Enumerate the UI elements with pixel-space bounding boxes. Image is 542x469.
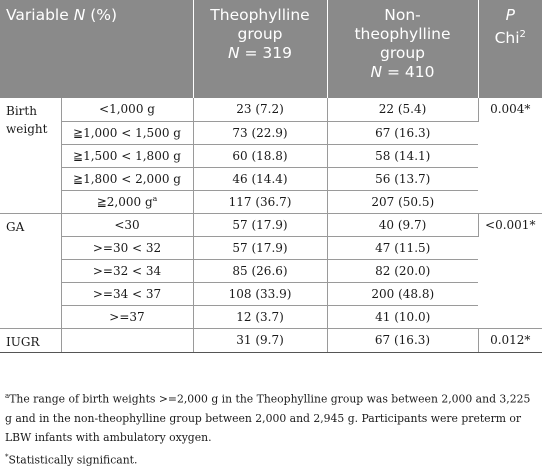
table-row xyxy=(0,144,542,167)
non-theophylline-value: 41 (10.0) xyxy=(327,306,478,329)
row-label: <1,000 g xyxy=(61,98,193,121)
table-row xyxy=(0,260,542,283)
footnote-star: *Statistically significant. xyxy=(5,451,138,467)
row-label: >=30 < 32 xyxy=(61,237,193,260)
table-row xyxy=(0,213,542,236)
theophylline-value: 117 (36.7) xyxy=(193,190,327,213)
theophylline-value: 12 (3.7) xyxy=(193,306,327,329)
non-theophylline-value: 200 (48.8) xyxy=(327,283,478,306)
table-row xyxy=(0,237,542,260)
table-row xyxy=(0,306,542,329)
row-label: ≧1,800 < 2,000 g xyxy=(61,167,193,190)
non-theophylline-value: 207 (50.5) xyxy=(327,190,478,213)
group-label-ga: GA xyxy=(0,213,61,328)
non-theophylline-value: 47 (11.5) xyxy=(327,237,478,260)
theophylline-value: 73 (22.9) xyxy=(193,121,327,144)
header-variable: Variable N (%) xyxy=(0,0,193,98)
theophylline-value: 57 (17.9) xyxy=(193,237,327,260)
p-value-ga: <0.001* xyxy=(478,213,542,328)
row-label xyxy=(61,329,193,352)
theophylline-value: 23 (7.2) xyxy=(193,98,327,121)
table-footnotes xyxy=(5,386,539,469)
non-theophylline-value: 40 (9.7) xyxy=(327,213,478,236)
table-row xyxy=(0,329,542,352)
group-label-iugr: IUGR xyxy=(0,329,61,352)
table-row xyxy=(0,190,542,213)
table-row xyxy=(0,121,542,144)
non-theophylline-value: 67 (16.3) xyxy=(327,329,478,352)
header-theophylline-group: Theophylline group N = 319 xyxy=(193,0,327,98)
row-label: ≧1,000 < 1,500 g xyxy=(61,121,193,144)
table-row xyxy=(0,98,542,121)
theophylline-value: 46 (14.4) xyxy=(193,167,327,190)
row-label: >=32 < 34 xyxy=(61,260,193,283)
footnote-marker-a: a xyxy=(152,194,158,204)
row-label: >=34 < 37 xyxy=(61,283,193,306)
header-non-theophylline-group: Non- theophylline group N = 410 xyxy=(327,0,478,98)
row-label: <30 xyxy=(61,213,193,236)
table-row xyxy=(0,283,542,306)
header-p-chi2: P Chi$^2$ xyxy=(478,0,542,98)
non-theophylline-value: 82 (20.0) xyxy=(327,260,478,283)
theophylline-value: 85 (26.6) xyxy=(193,260,327,283)
row-label: >=37 xyxy=(61,306,193,329)
footnote-a: $^a$The range of birth weights >=2,000 g in the Theophylline group was between 2,000 and 3,225 g and in the non-theophylline group between 2,000 and 2,945 g. Participants were preterm or LBW infants with ambulatory oxygen. xyxy=(5,391,531,444)
header-row xyxy=(0,0,542,98)
table-row xyxy=(0,167,542,190)
non-theophylline-value: 67 (16.3) xyxy=(327,121,478,144)
group-label-birth-weight: Birth weight xyxy=(0,98,61,213)
row-label: ≧1,500 < 1,800 g xyxy=(61,144,193,167)
p-value-birth-weight: 0.004* xyxy=(478,98,542,213)
theophylline-value: 57 (17.9) xyxy=(193,213,327,236)
row-label: ≧2,000 $g^a$ xyxy=(61,190,193,213)
theophylline-value: 108 (33.9) xyxy=(193,283,327,306)
theophylline-value: 60 (18.8) xyxy=(193,144,327,167)
p-value-iugr: 0.012* xyxy=(478,329,542,352)
non-theophylline-value: 58 (14.1) xyxy=(327,144,478,167)
theophylline-value: 31 (9.7) xyxy=(193,329,327,352)
non-theophylline-value: 56 (13.7) xyxy=(327,167,478,190)
non-theophylline-value: 22 (5.4) xyxy=(327,98,478,121)
